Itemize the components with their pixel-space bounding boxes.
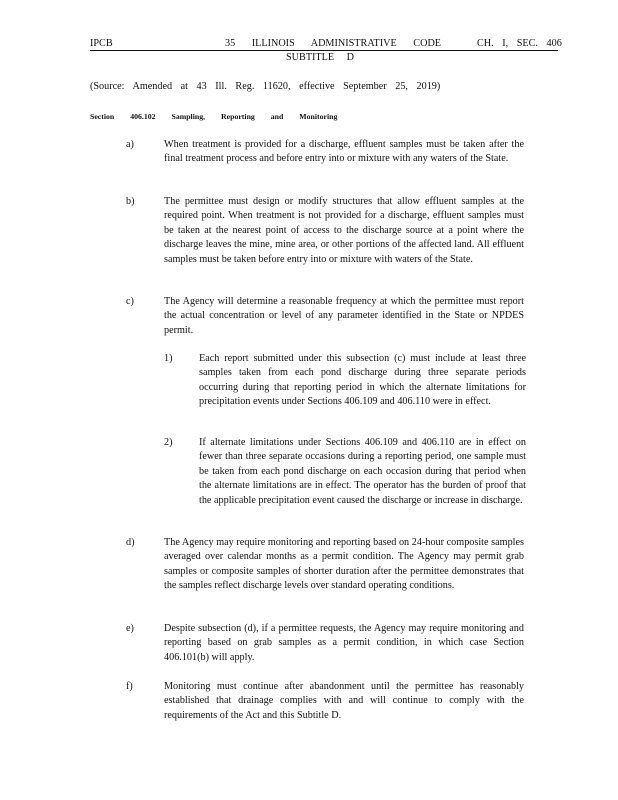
subitem-text-1: Each report submitted under this subsection (c) must include at least three samples taken from each pond discharge during three separate periods occurring during that reporting period in which the alternate limitations for precipitation events under Sections 406.109 and 406.110 were in effect. xyxy=(199,353,526,408)
header-right: CH. I, SEC. 406 xyxy=(477,38,562,49)
item-text-b: The permittee must design or modify structures that allow effluent samples at the required point. When treatment is not provided for a discharge, effluent samples must be taken at the nearest point of access to the discharge source at a point where the discharge leaves the mine, mine area, or other portions of the affected land. All effluent samples must be taken before entry into or mixture with waters of the State. xyxy=(164,196,524,265)
header-subtitle: SUBTITLE D xyxy=(286,52,355,63)
subitem-label-1: 1) xyxy=(164,353,173,364)
item-label-d: d) xyxy=(126,537,135,548)
section-heading: Section 406.102 Sampling, Reporting and Monitoring xyxy=(90,112,338,121)
item-text-d: The Agency may require monitoring and reporting based on 24-hour composite samples averaged over calendar months as a permit condition. The Agency may permit grab samples or composite samples of shorter duration after the permittee demonstrates that the samples reflect discharge levels over standard operating conditions. xyxy=(164,537,524,592)
item-label-f: f) xyxy=(126,681,133,692)
item-text-e: Despite subsection (d), if a permittee requests, the Agency may require monitoring and reporting based on grab samples as a permit condition, in which case Section 406.101(b) will apply. xyxy=(164,623,524,663)
item-text-a: When treatment is provided for a discharge, effluent samples must be taken after the final treatment process and before entry into or mixture with any waters of the State. xyxy=(164,139,524,165)
item-label-e: e) xyxy=(126,623,134,634)
item-label-b: b) xyxy=(126,196,135,207)
subitem-label-2: 2) xyxy=(164,437,173,448)
item-text-f: Monitoring must continue after abandonment until the permittee has reasonably established that drainage complies with and will continue to comply with the requirements of the Act and this Subtitle D. xyxy=(164,681,524,721)
source-note: (Source: Amended at 43 Ill. Reg. 11620, effective September 25, 2019) xyxy=(90,81,441,92)
subitem-text-2: If alternate limitations under Sections 406.109 and 406.110 are in effect on fewer than three separate occasions during a reporting period, one sample must be taken from each pond discharge on each occasion during that period when the alternate limitations are in effect. The operator has the burden of proof that the applicable precipitation event caused the discharge or increase in discharge. xyxy=(199,437,526,506)
item-label-c: c) xyxy=(126,296,134,307)
header-center: 35 ILLINOIS ADMINISTRATIVE CODE xyxy=(225,38,442,49)
item-text-c: The Agency will determine a reasonable frequency at which the permittee must report the actual concentration or level of any parameter identified in the State or NPDES permit. xyxy=(164,296,524,336)
item-label-a: a) xyxy=(126,139,134,150)
header-left: IPCB xyxy=(90,38,113,49)
